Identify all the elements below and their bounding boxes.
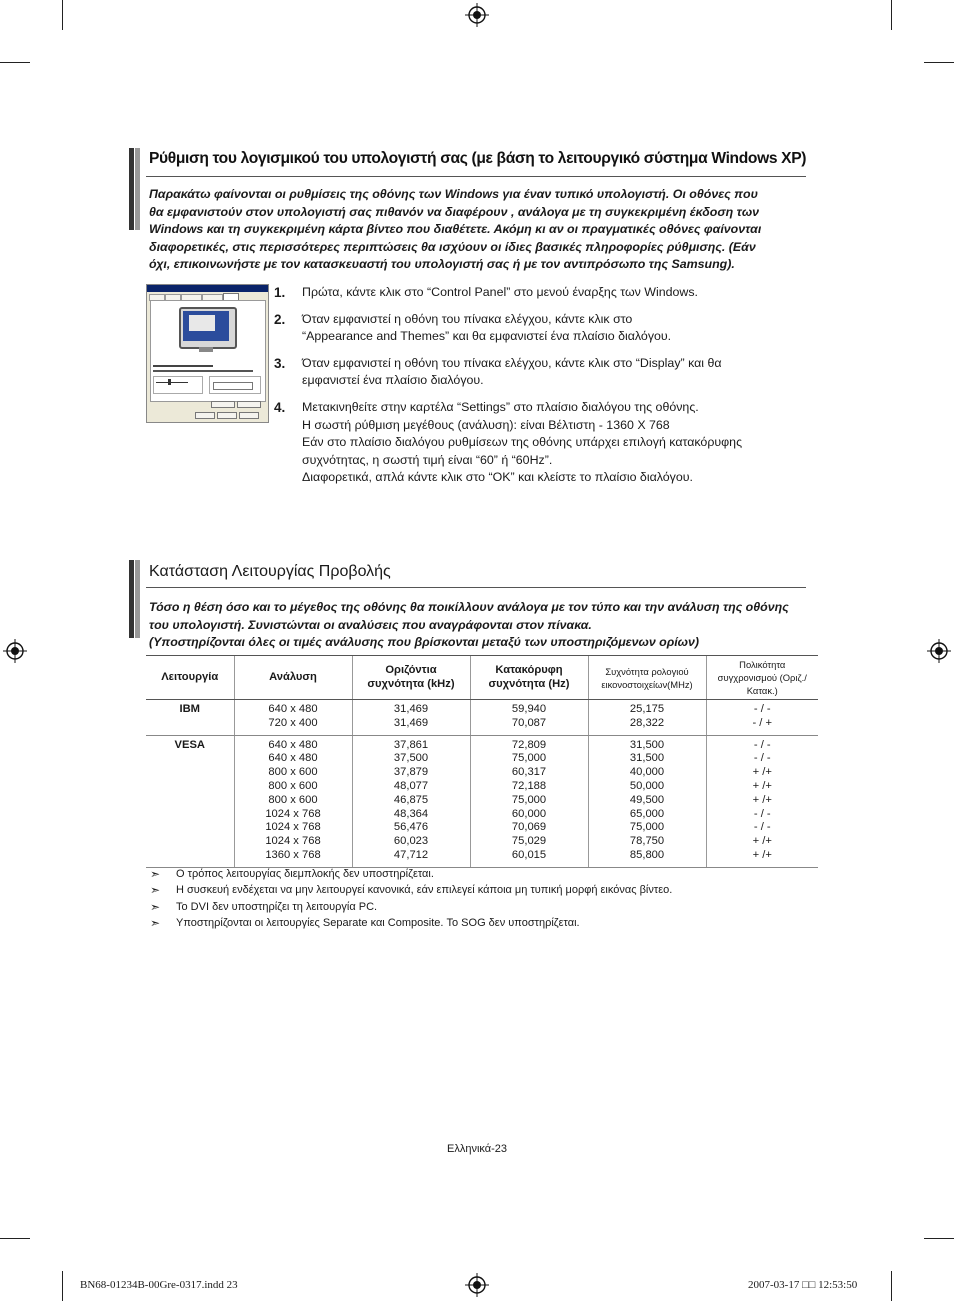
crop-mark [924,1238,954,1239]
hfreq-cell: 37,861 37,500 37,879 48,077 46,875 48,364 56,476 60,023 47,712 [352,735,470,867]
section-intro: Παρακάτω φαίνονται οι ρυθμίσεις της οθόνης των Windows για έναν τυπικό υπολογιστή. Οι οθόνες που θα εμφανιστούν στον υπολογιστή σας πιθανόν να διαφέρουν , ανάλογα με τη συγκεκριμένη έκδοση των Windows και τη συγκεκριμένη κάρτα βίντεο που διαθέτετε. Ακόμη κι αν οι πραγματικές οθόνες φαίνονται διαφορετικές, στις περισσότερες περιπτώσεις θα ισχύουν οι ίδιες βασικές πληροφορίες ρύθμισης. (Εάν όχι, επικοινωνήστε με τον κατασκευαστή του υπολογιστή σας ή με τον αντιπρόσωπο της Samsung). [149,187,762,272]
section-title: Κατάσταση Λειτουργίας Προβολής [149,563,391,580]
step-item: 4. Μετακινηθείτε στην καρτέλα “Settings” στο πλαίσιο διαλόγου της οθόνης. Η σωστή ρύθμιση μεγέθους (ανάλυση): είναι Βέλτιστη - 1360 X 768 Εάν στο πλαίσιο διαλόγου ρυθμίσεων της οθόνης υπάρχει επιλογή κατακόρυφης συχνότητας, η σωστή τιμή είναι “60” ή “60Hz”. Διαφορετικά, απλά κάντε κλικ στο “OK” και κλείστε το πλαίσιο διαλόγου. [274,399,743,485]
step-item: 1. Πρώτα, κάντε κλικ στο “Control Panel” στο μενού έναρξης των Windows. [274,285,698,300]
mode-cell: VESA [146,735,234,867]
note-item: ➣ Υποστηρίζονται οι λειτουργίες Separate και Composite. Το SOG δεν υποστηρίζεται. [150,915,580,930]
note-item: ➣ Το DVI δεν υποστηρίζει τη λειτουργία PC. [150,899,378,914]
table-row [146,735,818,867]
resolution-cell: 640 x 480 720 x 400 [234,700,352,736]
column-header: Ανάλυση [234,656,352,700]
step-item: 2. Όταν εμφανιστεί η οθόνη του πίνακα ελέγχου, κάντε κλικ στο “Appearance and Themes” και θα εμφανιστεί ένα πλαίσιο διαλόγου. [274,311,672,344]
section-rule [146,587,806,588]
column-header: Πολικότητα συγχρονισμού (Οριζ./Κατακ.) [706,656,818,700]
vfreq-cell: 72,809 75,000 60,317 72,188 75,000 60,000 70,069 75,029 60,015 [470,735,588,867]
resolution-cell: 640 x 480 640 x 480 800 x 600 800 x 600 800 x 600 1024 x 768 1024 x 768 1024 x 768 1360 x 768 [234,735,352,867]
table-header-row [146,656,818,700]
arrow-icon: ➣ [150,883,161,898]
crop-mark [924,62,954,63]
arrow-icon: ➣ [150,899,161,914]
vfreq-cell: 59,940 70,087 [470,700,588,736]
column-header: Συχνότητα ρολογιού εικονοστοιχείων(MHz) [588,656,706,700]
crop-mark [62,1271,63,1301]
display-properties-screenshot [146,284,269,423]
arrow-icon: ➣ [150,867,161,881]
clock-cell: 31,500 31,500 40,000 50,000 49,500 65,000 75,000 78,750 85,800 [588,735,706,867]
column-header: Οριζόντια συχνότητα (kHz) [352,656,470,700]
step-item: 3. Όταν εμφανιστεί η οθόνη του πίνακα ελέγχου, κάντε κλικ στο “Display” και θα εμφανιστεί ένα πλαίσιο διαλόγου. [274,355,722,388]
timestamp-slug: 2007-03-17 □□ 12:53:50 [748,1279,858,1291]
column-header: Κατακόρυφη συχνότητα (Hz) [470,656,588,700]
registration-mark-icon [3,639,27,663]
clock-cell: 25,175 28,322 [588,700,706,736]
section-title: Ρύθμιση του λογισμικού του υπολογιστή σας (με βάση το λειτουργικό σύστημα Windows XP) [149,150,807,167]
registration-mark-icon [465,3,489,27]
note-item: ➣ Ο τρόπος λειτουργίας διεμπλοκής δεν υποστηρίζεται. [150,867,434,881]
crop-mark [0,1238,30,1239]
polarity-cell: - / - - / - + /+ + /+ + /+ - / - - / - + /+ + /+ [706,735,818,867]
section-rule [146,176,806,177]
crop-mark [62,0,63,30]
section-marker [129,560,140,638]
table-row [146,700,818,736]
crop-mark [891,1271,892,1301]
instruction-steps [274,284,794,496]
registration-mark-icon [927,639,951,663]
display-modes-table [146,655,818,868]
note-item: ➣ Η συσκευή ενδέχεται να μην λειτουργεί κανονικά, εάν επιλεγεί κάποια μη τυπική μορφή εικόνας βίντεο. [150,883,673,898]
page-number: Ελληνικά-23 [446,1143,508,1155]
notes-list [150,866,672,931]
crop-mark [891,0,892,30]
section-intro: Τόσο η θέση όσο και το μέγεθος της οθόνης θα ποικίλλουν ανάλογα με τον τύπο και την ανάλυση της οθόνης του υπολογιστή. Συνιστώνται οι αναλύσεις που αναγράφονται στον πίνακα. (Υποστηρίζονται όλες οι τιμές ανάλυσης που βρίσκονται μεταξύ των υποστηριζόμενων ορίων) [149,600,789,650]
column-header: Λειτουργία [146,656,234,700]
mode-cell: IBM [146,700,234,736]
file-slug: BN68-01234B-00Gre-0317.indd 23 [80,1279,238,1291]
polarity-cell: - / - - / + [706,700,818,736]
arrow-icon: ➣ [150,915,161,930]
registration-mark-icon [465,1273,489,1297]
crop-mark [0,62,30,63]
hfreq-cell: 31,469 31,469 [352,700,470,736]
section-marker [129,148,140,230]
